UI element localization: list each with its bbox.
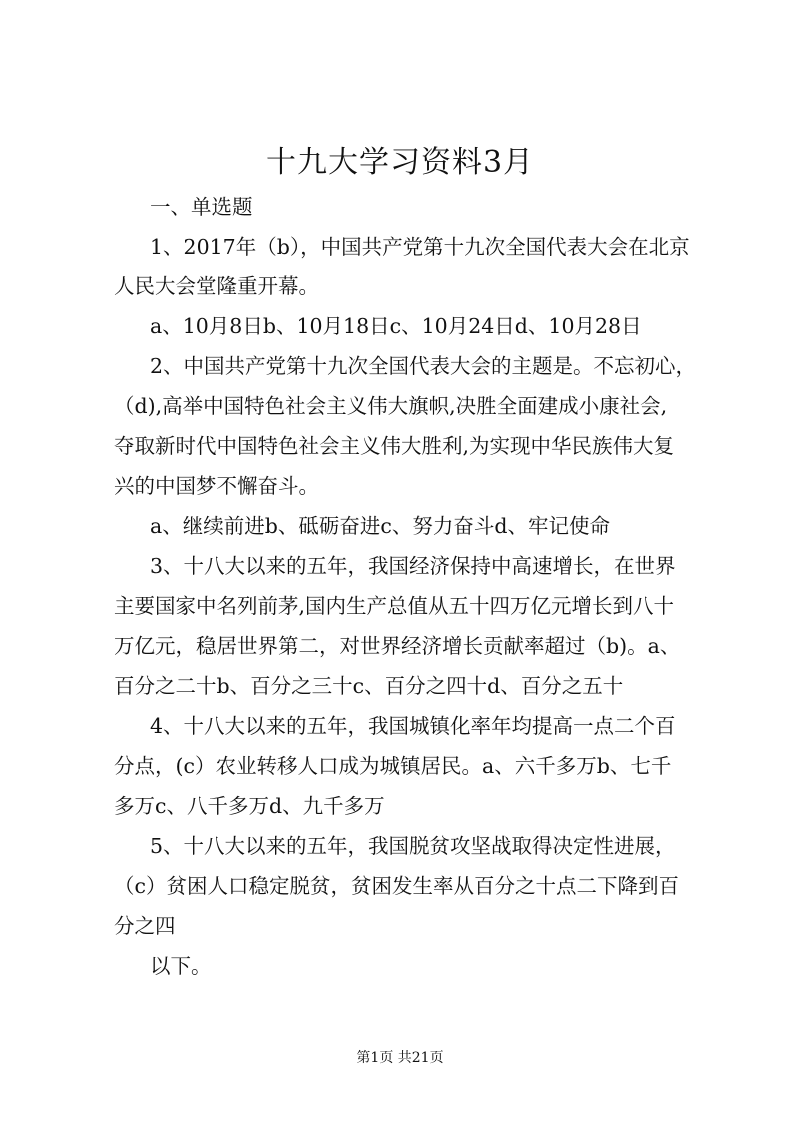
answer-options-line: a、10月8日b、10月18日c、10月24日d、10月28日 <box>150 314 642 338</box>
answer-options-line: 百分之二十b、百分之三十c、百分之四十d、百分之五十 <box>114 674 624 698</box>
page-footer: 第1页 共21页 <box>356 1050 444 1066</box>
question-line: 5、十八大以来的五年，我国脱贫攻坚战取得决定性进展， <box>150 834 676 858</box>
document-title: 十九大学习资料3月 <box>265 145 535 180</box>
section-heading: 一、单选题 <box>150 195 253 219</box>
question-line: 夺取新时代中国特色社会主义伟大胜利,为实现中华民族伟大复 <box>114 434 675 458</box>
question-line: 分之四 <box>114 914 176 938</box>
question-line: 人民大会堂隆重开幕。 <box>114 274 319 298</box>
question-line: 4、十八大以来的五年，我国城镇化率年均提高一点二个百 <box>150 714 676 738</box>
question-line: （c）贫困人口稳定脱贫，贫困发生率从百分之十点二下降到百 <box>114 874 679 898</box>
question-line: 兴的中国梦不懈奋斗。 <box>114 474 319 498</box>
question-line: 1、2017年（b），中国共产党第十九次全国代表大会在北京 <box>150 235 690 259</box>
question-line: 以下。 <box>150 954 212 978</box>
question-line: 分点，(c）农业转移人口成为城镇居民。a、六千多万b、七千 <box>114 754 672 778</box>
question-line: 万亿元，稳居世界第二，对世界经济增长贡献率超过（b)。a、 <box>114 634 681 658</box>
answer-options-line: a、继续前进b、砥砺奋进c、努力奋斗d、牢记使命 <box>150 514 610 538</box>
question-line: （d),高举中国特色社会主义伟大旗帜,决胜全面建成小康社会, <box>114 394 668 418</box>
question-line: 3、十八大以来的五年，我国经济保持中高速增长，在世界 <box>150 554 676 578</box>
question-line: 主要国家中名列前茅,国内生产总值从五十四万亿元增长到八十 <box>114 594 675 618</box>
question-line: 2、中国共产党第十九次全国代表大会的主题是。不忘初心， <box>150 354 697 378</box>
answer-options-line: 多万c、八千多万d、九千多万 <box>114 794 385 818</box>
